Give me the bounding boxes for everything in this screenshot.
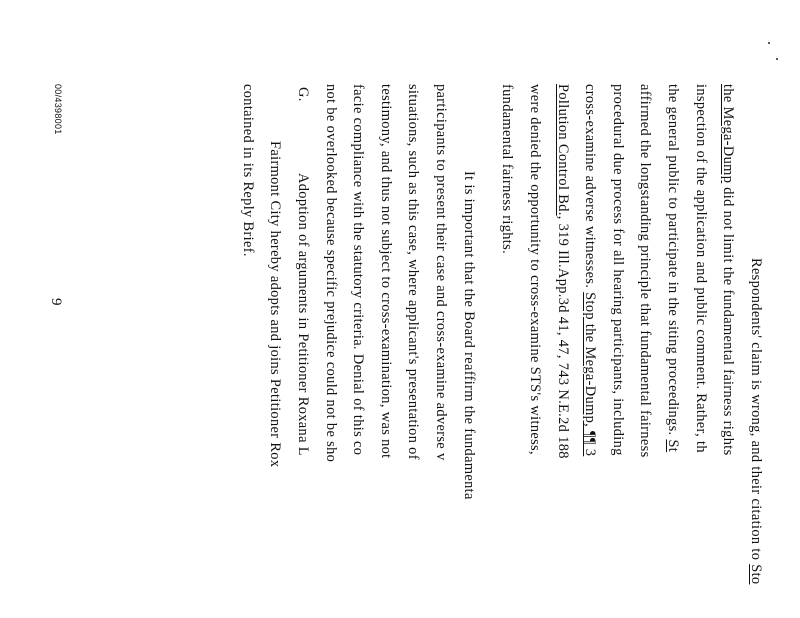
paragraph2-line6 bbox=[324, 84, 338, 462]
case-citation-link[interactable]: the Mega-Dump bbox=[720, 84, 736, 184]
text-run: procedural due process for all hearing participants, including bbox=[610, 84, 626, 456]
text-run: did not limit the fundamental fairness rights bbox=[720, 183, 736, 456]
section-title: Adoption of arguments in Petitioner Roxana L bbox=[295, 173, 311, 456]
text-run: inspection of the application and public comment. Rather, th bbox=[693, 84, 709, 453]
paragraph1-line1 bbox=[749, 258, 763, 584]
paragraph1-line3 bbox=[694, 84, 708, 453]
paragraph1-line2 bbox=[721, 84, 735, 456]
paragraph3-line1 bbox=[268, 141, 282, 467]
text-run: were denied the opportunity to cross-examine STS's witness, bbox=[527, 84, 543, 455]
text-run: cross-examine adverse witnesses. bbox=[582, 84, 598, 293]
paragraph2-line4 bbox=[379, 84, 393, 459]
paragraph1-line9 bbox=[528, 84, 542, 455]
page-number: 9 bbox=[48, 298, 64, 306]
text-run: participants to present their case and cross-examine adverse v bbox=[433, 84, 449, 461]
paragraph2-line2 bbox=[434, 84, 448, 461]
section-letter: G. bbox=[295, 87, 311, 102]
paragraph2-line1 bbox=[462, 171, 476, 500]
case-citation-link[interactable]: St bbox=[665, 439, 681, 453]
text-run: Respondents' claim is wrong, and their citation to bbox=[748, 258, 764, 565]
text-run: testimony, and thus not subject to cross-examination, was not bbox=[378, 84, 394, 459]
scan-speck bbox=[776, 58, 778, 60]
paragraph2-line5 bbox=[351, 84, 365, 455]
paragraph1-line8 bbox=[556, 84, 570, 459]
paragraph2-line3 bbox=[406, 84, 420, 460]
case-citation-link[interactable]: Sto bbox=[748, 564, 764, 585]
paragraph1-line6 bbox=[611, 84, 625, 456]
document-id: 00/4398001 bbox=[53, 84, 63, 135]
paragraph1-line4 bbox=[666, 84, 680, 452]
paragraph1-line5 bbox=[638, 84, 652, 458]
case-citation-link[interactable]: Pollution Control Bd. bbox=[555, 84, 571, 216]
text-run: affirmed the longstanding principle that fundamental fairness bbox=[637, 84, 653, 458]
text-run: fundamental fairness rights. bbox=[499, 84, 515, 255]
text-run: Fairmont City hereby adopts and joins Petitioner Rox bbox=[267, 141, 283, 468]
scan-speck bbox=[768, 42, 770, 44]
text-run: contained in its Reply Brief. bbox=[240, 84, 256, 257]
text-run: It is important that the Board reaffirm the fundamenta bbox=[461, 171, 477, 500]
section-heading bbox=[296, 84, 310, 456]
text-run: situations, such as this case, where applicant's presentation of bbox=[405, 84, 421, 460]
paragraph3-line2 bbox=[241, 84, 255, 257]
text-run: the general public to participate in the siting proceedings. bbox=[665, 84, 681, 440]
case-citation-link[interactable]: Stop the Mega-Dump, ¶¶ 3 bbox=[582, 292, 598, 457]
paragraph1-line10 bbox=[500, 84, 514, 254]
text-run: not be overlooked because specific prejudice could not be sho bbox=[323, 84, 339, 463]
text-run: facie compliance with the statutory criteria. Denial of this co bbox=[350, 84, 366, 456]
text-run: , 319 Ill.App.3d 41, 47, 743 N.E.2d 188 bbox=[555, 215, 571, 459]
paragraph1-line7 bbox=[583, 84, 597, 456]
